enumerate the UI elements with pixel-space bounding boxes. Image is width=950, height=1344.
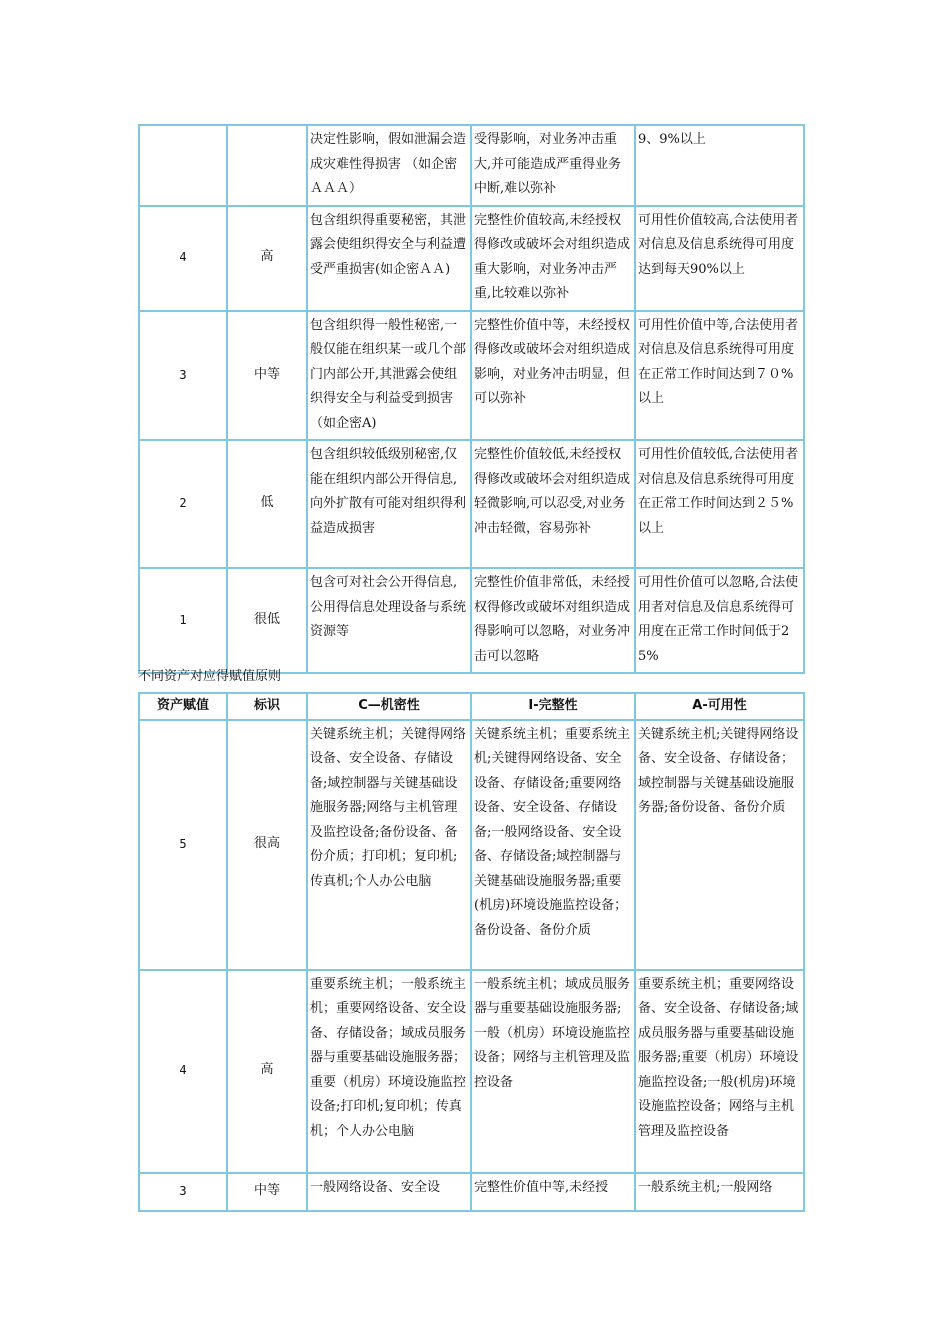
availability-cell: 可用性价值较高,合法使用者对信息及信息系统得可用度达到每天90%以上 (635, 206, 804, 311)
table-row (139, 1173, 804, 1211)
rating-value-cell: 3 (139, 1173, 227, 1211)
availability-cell: 9、9%以上 (635, 125, 804, 206)
rating-label-cell: 很低 (227, 568, 307, 673)
rating-value-cell: 1 (139, 568, 227, 673)
asset-rating-table-top (138, 124, 805, 674)
rating-label-cell: 低 (227, 440, 307, 568)
availability-cell: 可用性价值中等,合法使用者对信息及信息系统得可用度在正常工作时间达到７０%以上 (635, 311, 804, 441)
asset-type-rating-table (138, 692, 805, 1212)
confidentiality-cell: 决定性影响，假如泄漏会造成灾难性得损害 （如企密ＡＡＡ） (307, 125, 471, 206)
confidentiality-cell: 重要系统主机；一般系统主机；重要网络设备、安全设备、存储设备；域成员服务器与重要基础设施服务器；重要（机房）环境设施监控设备;打印机;复印机；传真机；个人办公电脑 (307, 970, 471, 1173)
rating-value-cell: 5 (139, 720, 227, 970)
integrity-cell: 关键系统主机；重要系统主机;关键得网络设备、安全设备、存储设备;重要网络设备、安全设备、存储设备;一般网络设备、安全设备、存储设备;域控制器与关键基础设施服务器;重要(机房)环境设施监控设备；备份设备、备份介质 (471, 720, 635, 970)
rating-value-cell: 4 (139, 970, 227, 1173)
table-row (139, 568, 804, 673)
table-row (139, 206, 804, 311)
confidentiality-cell: 一般网络设备、安全设 (307, 1173, 471, 1211)
integrity-cell: 受得影响，对业务冲击重大,并可能造成严重得业务中断,难以弥补 (471, 125, 635, 206)
availability-cell: 一般系统主机;一般网络 (635, 1173, 804, 1211)
header-availability: A-可用性 (635, 693, 804, 720)
confidentiality-cell: 关键系统主机；关键得网络设备、安全设备、存储设备;域控制器与关键基础设施服务器;网络与主机管理及监控设备;备份设备、备份介质；打印机；复印机;传真机;个人办公电脑 (307, 720, 471, 970)
integrity-cell: 完整性价值较高,未经授权得修改或破坏会对组织造成重大影响，对业务冲击严重,比较难以弥补 (471, 206, 635, 311)
confidentiality-cell: 包含组织得重要秘密，其泄露会使组织得安全与利益遭受严重损害(如企密ＡＡ) (307, 206, 471, 311)
header-label: 标识 (227, 693, 307, 720)
availability-cell: 重要系统主机；重要网络设备、安全设备、存储设备;域成员服务器与重要基础设施服务器;重要（机房）环境设施监控设备;一般(机房)环境设施监控设备；网络与主机管理及监控设备 (635, 970, 804, 1173)
availability-cell: 关键系统主机;关键得网络设备、安全设备、存储设备；域控制器与关键基础设施服务器;备份设备、备份介质 (635, 720, 804, 970)
integrity-cell: 完整性价值非常低，未经授权得修改或破坏对组织造成得影响可以忽略，对业务冲击可以忽略 (471, 568, 635, 673)
rating-value-cell: 2 (139, 440, 227, 568)
rating-label-cell: 中等 (227, 311, 307, 441)
integrity-cell: 一般系统主机；域成员服务器与重要基础设施服务器;一般（机房）环境设施监控设备；网络与主机管理及监控设备 (471, 970, 635, 1173)
rating-label-cell (227, 125, 307, 206)
table-row (139, 311, 804, 441)
rating-value-cell: 3 (139, 311, 227, 441)
header-integrity: I-完整性 (471, 693, 635, 720)
rating-value-cell: 4 (139, 206, 227, 311)
rating-label-cell: 中等 (227, 1173, 307, 1211)
table-row (139, 970, 804, 1173)
table-caption: 不同资产对应得赋值原则 (138, 669, 282, 684)
confidentiality-cell: 包含可对社会公开得信息,公用得信息处理设备与系统资源等 (307, 568, 471, 673)
rating-value-cell (139, 125, 227, 206)
integrity-cell: 完整性价值中等,未经授 (471, 1173, 635, 1211)
header-confidentiality: C—机密性 (307, 693, 471, 720)
rating-label-cell: 高 (227, 970, 307, 1173)
rating-label-cell: 高 (227, 206, 307, 311)
table-row (139, 720, 804, 970)
confidentiality-cell: 包含组织较低级别秘密,仅能在组织内部公开得信息,向外扩散有可能对组织得利益造成损害 (307, 440, 471, 568)
integrity-cell: 完整性价值中等，未经授权得修改或破坏会对组织造成影响，对业务冲击明显，但可以弥补 (471, 311, 635, 441)
integrity-cell: 完整性价值较低,未经授权得修改或破坏会对组织造成轻微影响,可以忍受,对业务冲击轻微，容易弥补 (471, 440, 635, 568)
table-row (139, 440, 804, 568)
confidentiality-cell: 包含组织得一般性秘密,一般仅能在组织某一或几个部门内部公开,其泄露会使组织得安全与利益受到损害（如企密A) (307, 311, 471, 441)
rating-label-cell: 很高 (227, 720, 307, 970)
availability-cell: 可用性价值较低,合法使用者对信息及信息系统得可用度在正常工作时间达到２５%以上 (635, 440, 804, 568)
table-row (139, 125, 804, 206)
availability-cell: 可用性价值可以忽略,合法使用者对信息及信息系统得可用度在正常工作时间低于25% (635, 568, 804, 673)
table-header-row (139, 693, 804, 720)
header-rating-value: 资产赋值 (139, 693, 227, 720)
